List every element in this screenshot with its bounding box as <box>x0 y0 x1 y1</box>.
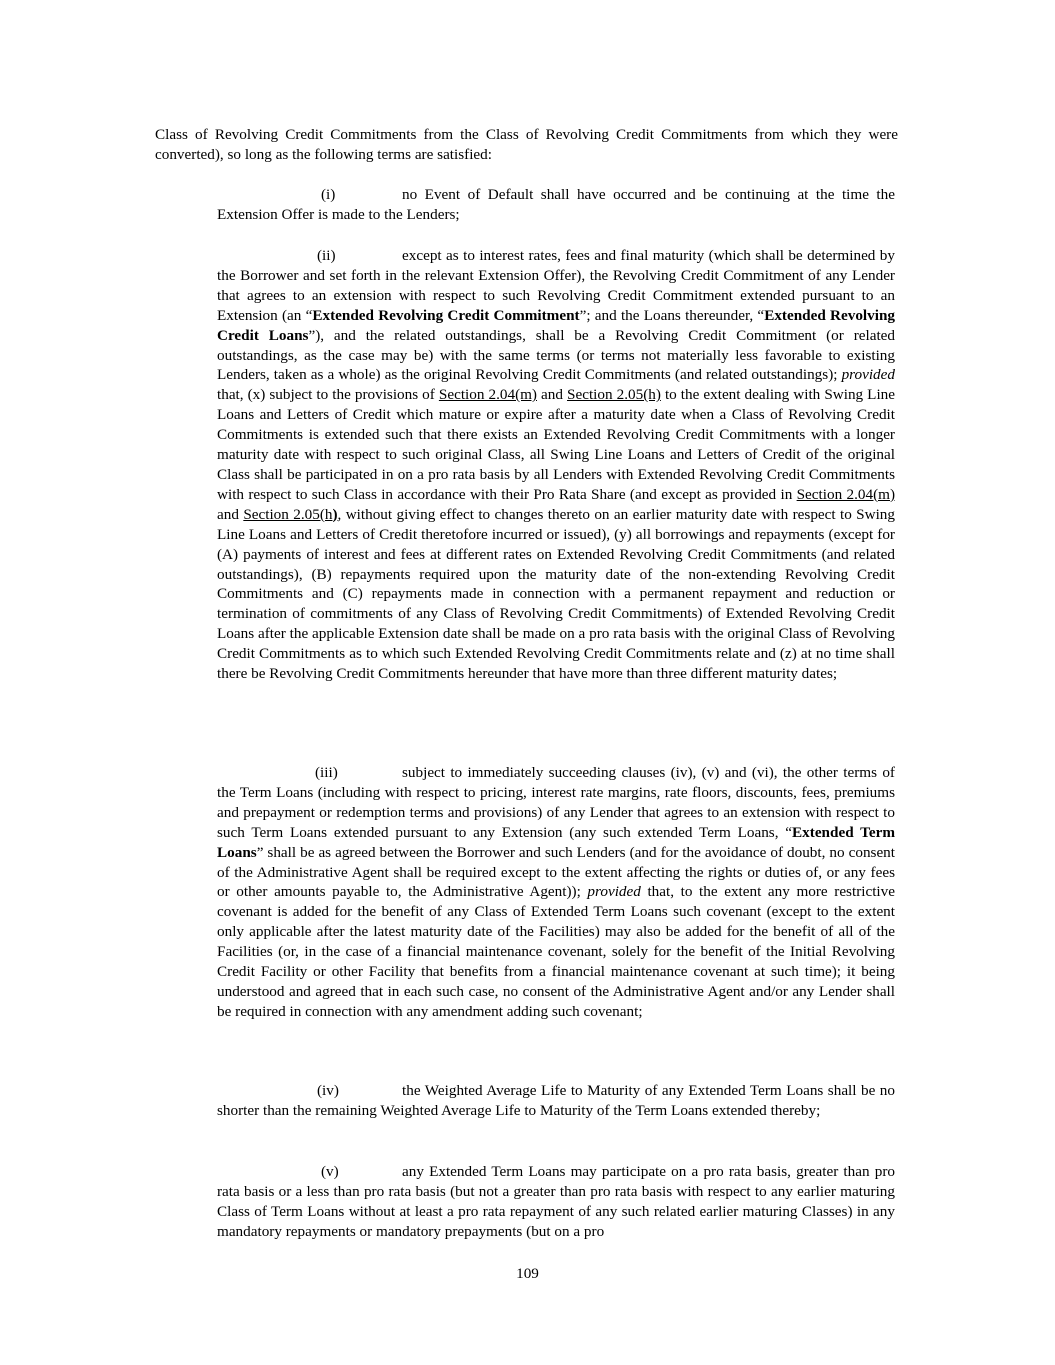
section-reference: Section 2.05(h) <box>567 386 661 404</box>
clause-text: subject to immediately succeeding clauses (iv), (v) and (vi), the other terms of the Term Loans (including with respect to pricing, interest rate margins, rate floors, discounts, fees, premiums and prepayment or redemption terms and provisions) of any Lender that agrees to an extension with respect to such Term Loans extended pursuant to any Extension (any such extended Term Loans, “ <box>217 764 895 841</box>
emphasis: provided <box>841 366 895 384</box>
clause-ii <box>217 246 895 684</box>
defined-term: Extended Revolving Credit Commitment <box>312 306 580 324</box>
section-reference: Section 2.04(m) <box>796 485 895 503</box>
clause-number: (v) <box>321 1163 339 1180</box>
page-number: 109 <box>516 1265 539 1282</box>
defined-term: Extended Term Loans <box>217 823 896 861</box>
clause-number: (iii) <box>315 764 338 781</box>
clause-text: the Weighted Average Life to Maturity of any Extended Term Loans shall be no shorter than the remaining Weighted Average Life to Maturity of the Term Loans extended thereby; <box>217 1082 895 1119</box>
clause-number: (iv) <box>317 1082 339 1099</box>
clause-iii <box>217 763 895 1022</box>
emphasis: provided <box>587 883 641 901</box>
clause-v <box>217 1162 895 1242</box>
clause-text: ”; and the Loans thereunder, “ <box>579 306 765 324</box>
clause-text: no Event of Default shall have occurred and be continuing at the time the Extension Offer is made to the Lenders; <box>217 186 895 223</box>
clause-text: any Extended Term Loans may participate on a pro rata basis, greater than pro rata basis or a less than pro rata basis (but not a greater than pro rata basis with respect to any earlier maturing Class of Term Loans without at least a pro rata repayment of any such related earlier maturing Classes) in any mandatory repayments or mandatory prepayments (but on a pro <box>217 1163 895 1240</box>
clause-text: and <box>217 505 244 523</box>
clause-text: that, to the extent any more restrictive covenant is added for the benefit of any Class of Extended Term Loans such covenant (except to the extent only applicable after the latest maturity date of the Facilities) may also be added for the benefit of all of the Facilities (or, in the case of a financial maintenance covenant, solely for the benefit of the Initial Revolving Credit Facility or other Facility that benefits from a financial maintenance covenant at such time); it being understood and agreed that in each such case, no consent of the Administrative Agent and/or any Lender shall be required in connection with any amendment adding such covenant; <box>217 883 895 1020</box>
clause-number: (ii) <box>317 247 336 264</box>
clause-iv <box>217 1081 895 1121</box>
section-reference: Section 2.05(h <box>243 505 333 523</box>
clause-text: and <box>537 386 568 404</box>
clause-text: ” shall be as agreed between the Borrower and such Lenders (and for the avoidance of doubt, no consent of the Administrative Agent shall be required except to the extent affecting the rights or duties of, or any fees or other amounts payable to, the Administrative Agent)); <box>217 843 895 901</box>
section-reference-paren: ) <box>332 505 338 523</box>
clause-number: (i) <box>321 186 336 203</box>
section-reference: Section 2.04(m) <box>438 386 537 404</box>
clause-text: ”), and the related outstandings, shall be a Revolving Credit Commitment (or related outstandings, as the case may be) with the same terms (or terms not materially less favorable to existing Lenders, taken as a whole) as the original Revolving Credit Commitments (and related outstandings); <box>217 326 896 384</box>
intro-paragraph: Class of Revolving Credit Commitments from the Class of Revolving Credit Commitments from which they were converted), so long as the following terms are satisfied: <box>155 126 898 163</box>
clause-text: that, (x) subject to the provisions of <box>217 386 439 404</box>
clause-text: except as to interest rates, fees and final maturity (which shall be determined by the Borrower and set forth in the relevant Extension Offer), the Revolving Credit Commitment of any Lender that agrees to an extension with respect to such Revolving Credit Commitment extended pursuant to an Extension (an “ <box>217 247 895 324</box>
clause-text: to the extent dealing with Swing Line Loans and Letters of Credit which mature or expire after a maturity date when a Class of Revolving Credit Commitments is extended such that there exists an Extended Revolving Credit Commitments with a longer maturity date with respect to such original Class, all Swing Line Loans and Letters of Credit of the original Class shall be participated in on a pro rata basis by all Lenders with Extended Revolving Credit Commitments with respect to such Class in accordance with their Pro Rata Share (and except as provided in <box>217 386 896 503</box>
defined-term: Extended Revolving Credit Loans <box>217 306 895 344</box>
clause-text: , without giving effect to changes thereto on an earlier maturity date with respect to Swing Line Loans and Letters of Credit theretofore incurred or issued), (y) all borrowings and repayments (except for (A) payments of interest and fees at different rates on Extended Revolving Credit Commitments (and related outstandings), (B) repayments required upon the maturity date of the non-extending Revolving Credit Commitments and (C) repayments made in connection with a permanent repayment and reduction or termination of commitments of any Class of Revolving Credit Commitments) of Extended Revolving Credit Loans after the applicable Extension date shall be made on a pro rata basis with the original Class of Revolving Credit Commitments as to which such Extended Revolving Credit Commitments relate and (z) at no time shall there be Revolving Credit Commitments hereunder that have more than three different maturity dates; <box>217 505 895 683</box>
clause-i <box>217 185 895 225</box>
